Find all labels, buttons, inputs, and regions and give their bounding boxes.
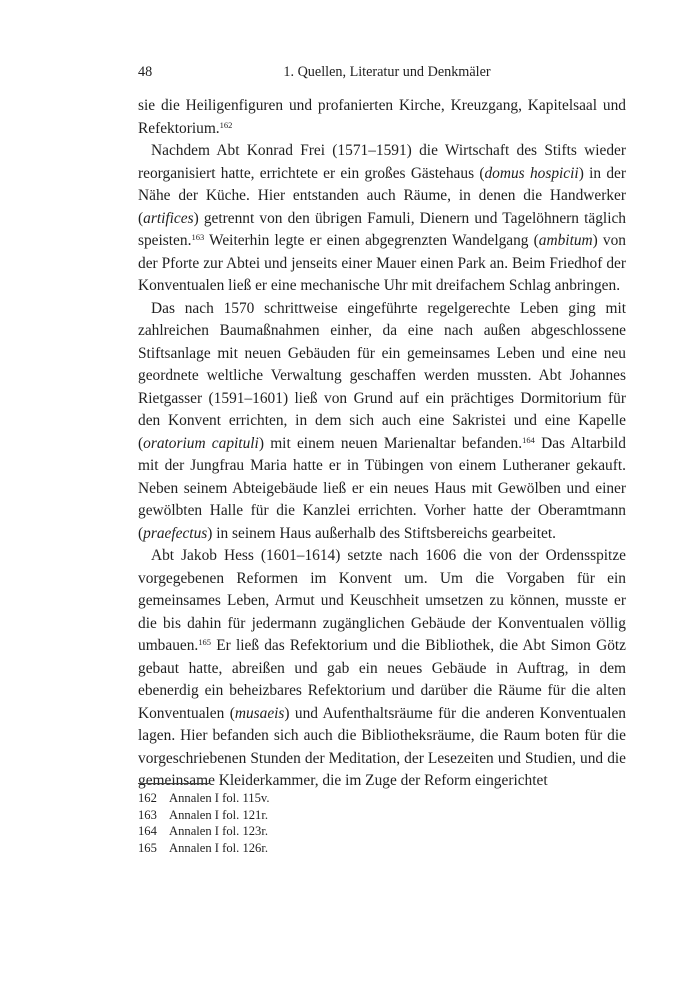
text-run: Nachdem Abt Konrad Frei (1571–1591) die Wirtschaft des Stifts wieder reorganisiert hatte, errichtete er ein großes Gästehaus (	[138, 142, 626, 182]
footnote-number: 164	[138, 824, 157, 838]
text-run: Weiterhin legte er einen abgegrenzten Wandelgang (	[204, 232, 539, 249]
text-run: Er ließ das Refektorium und die Bibliothek, die Abt Simon Götz gebaut hatte, abreißen und gab ein neues Gebäude in Auftrag, in dem ebenerdig ein beheizbares Refektorium und darüber die Räume für die alten Konventualen (	[138, 637, 626, 722]
text-run: ) getrennt von den übrigen Famuli, Dienern und Tagelöhnern täglich speisten.	[138, 209, 626, 249]
text-run: ) mit einem neuen Marienaltar befanden.	[258, 434, 523, 452]
latin-term: praefectus	[143, 524, 208, 542]
paragraph-3	[138, 298, 626, 546]
text-run: ) in seinem Haus außerhalb des Stiftsbereichs gearbeitet.	[207, 524, 557, 542]
footnotes	[138, 790, 626, 856]
page-number: 48	[138, 64, 153, 80]
footnote-text: Annalen I fol. 115v.	[169, 791, 270, 805]
footnote-ref-165: 165	[198, 637, 212, 647]
footnote-ref-162: 162	[219, 119, 233, 130]
latin-term: ambitum	[538, 232, 593, 249]
text-run: Das nach 1570 schrittweise eingeführte regelgerechte Leben ging mit zahlreichen Baumaßnahmen einher, da eine nach außen abgeschlossene Stiftsanlage mit neuen Gebäuden für ein gemeinsames Leben und eine neu geordnete weltliche Verwaltung geschaffen werden mussten. Abt Johannes Rietgasser (1591–1601) ließ von Grund auf ein prächtiges Dormitorium für den Konvent errichten, in dem sich auch eine Sakristei und eine Kapelle (	[138, 299, 626, 452]
text-run: ) in der Nähe der Küche. Hier entstanden auch Räume, in denen die Handwerker (	[138, 164, 627, 227]
footnote-163	[138, 807, 626, 824]
footnote-number: 163	[138, 807, 157, 822]
body-text	[138, 95, 626, 793]
paragraph-1	[138, 95, 626, 140]
footnote-ref-164: 164	[522, 434, 535, 445]
running-head	[138, 62, 626, 82]
footnote-text: Annalen I fol. 126r.	[169, 840, 268, 855]
footnote-divider	[138, 783, 210, 784]
text-run: Abt Jakob Hess (1601–1614) setzte nach 1606 die von der Ordensspitze vorgegebenen Reformen im Konvent um. Um die Vorgaben für ein gemeinsames Leben, Armut und Keuschheit umsetzen zu können, musste er die bis dahin für jedermann zugänglichen Gebäude der Konventualen völlig umbauen.	[138, 547, 626, 654]
paragraph-2	[138, 140, 626, 298]
text-run: sie die Heiligenfiguren und profanierten Kirche, Kreuzgang, Kapitelsaal und Refektorium.	[138, 97, 626, 137]
footnote-number: 165	[138, 840, 157, 855]
text-run: Das Altarbild mit der Jungfrau Maria hatte er in Tübingen von einem Lutheraner gekauft. Neben seinem Abteigebäude ließ er ein neues Haus mit Gewölben und einer gewölbten Halle für die Kanzlei errichten. Vorher hatte der Oberamtmann (	[138, 434, 626, 542]
text-run: ) von der Pforte zur Abtei und jenseits einer Mauer einen Park an. Beim Friedhof der Konventualen ließ er eine mechanische Uhr mit dreifachem Schlag anbringen.	[138, 232, 627, 294]
paragraph-4	[138, 545, 626, 793]
footnote-162	[138, 790, 626, 807]
chapter-title: 1. Quellen, Literatur und Denkmäler	[283, 64, 491, 80]
latin-term: artifices	[143, 209, 194, 227]
footnote-ref-163: 163	[191, 232, 205, 242]
footnote-text: Annalen I fol. 123r.	[169, 824, 268, 838]
footnote-164	[138, 823, 626, 840]
footnote-number: 162	[138, 791, 157, 805]
footnote-165	[138, 840, 626, 857]
footnote-text: Annalen I fol. 121r.	[169, 807, 268, 822]
latin-term: oratorium capituli	[143, 434, 259, 452]
latin-term: domus hospicii	[484, 164, 579, 182]
text-run: ) und Aufenthaltsräume für die anderen Konventualen lagen. Hier befanden sich auch die Bibliotheksräume, die Raum boten für die vorgeschriebenen Stunden der Meditation, der Lesezeiten und Studien, und die gemeinsame Kleiderkammer, die im Zuge der Reform eingerichtet	[138, 704, 626, 789]
latin-term: musaeis	[234, 704, 285, 722]
